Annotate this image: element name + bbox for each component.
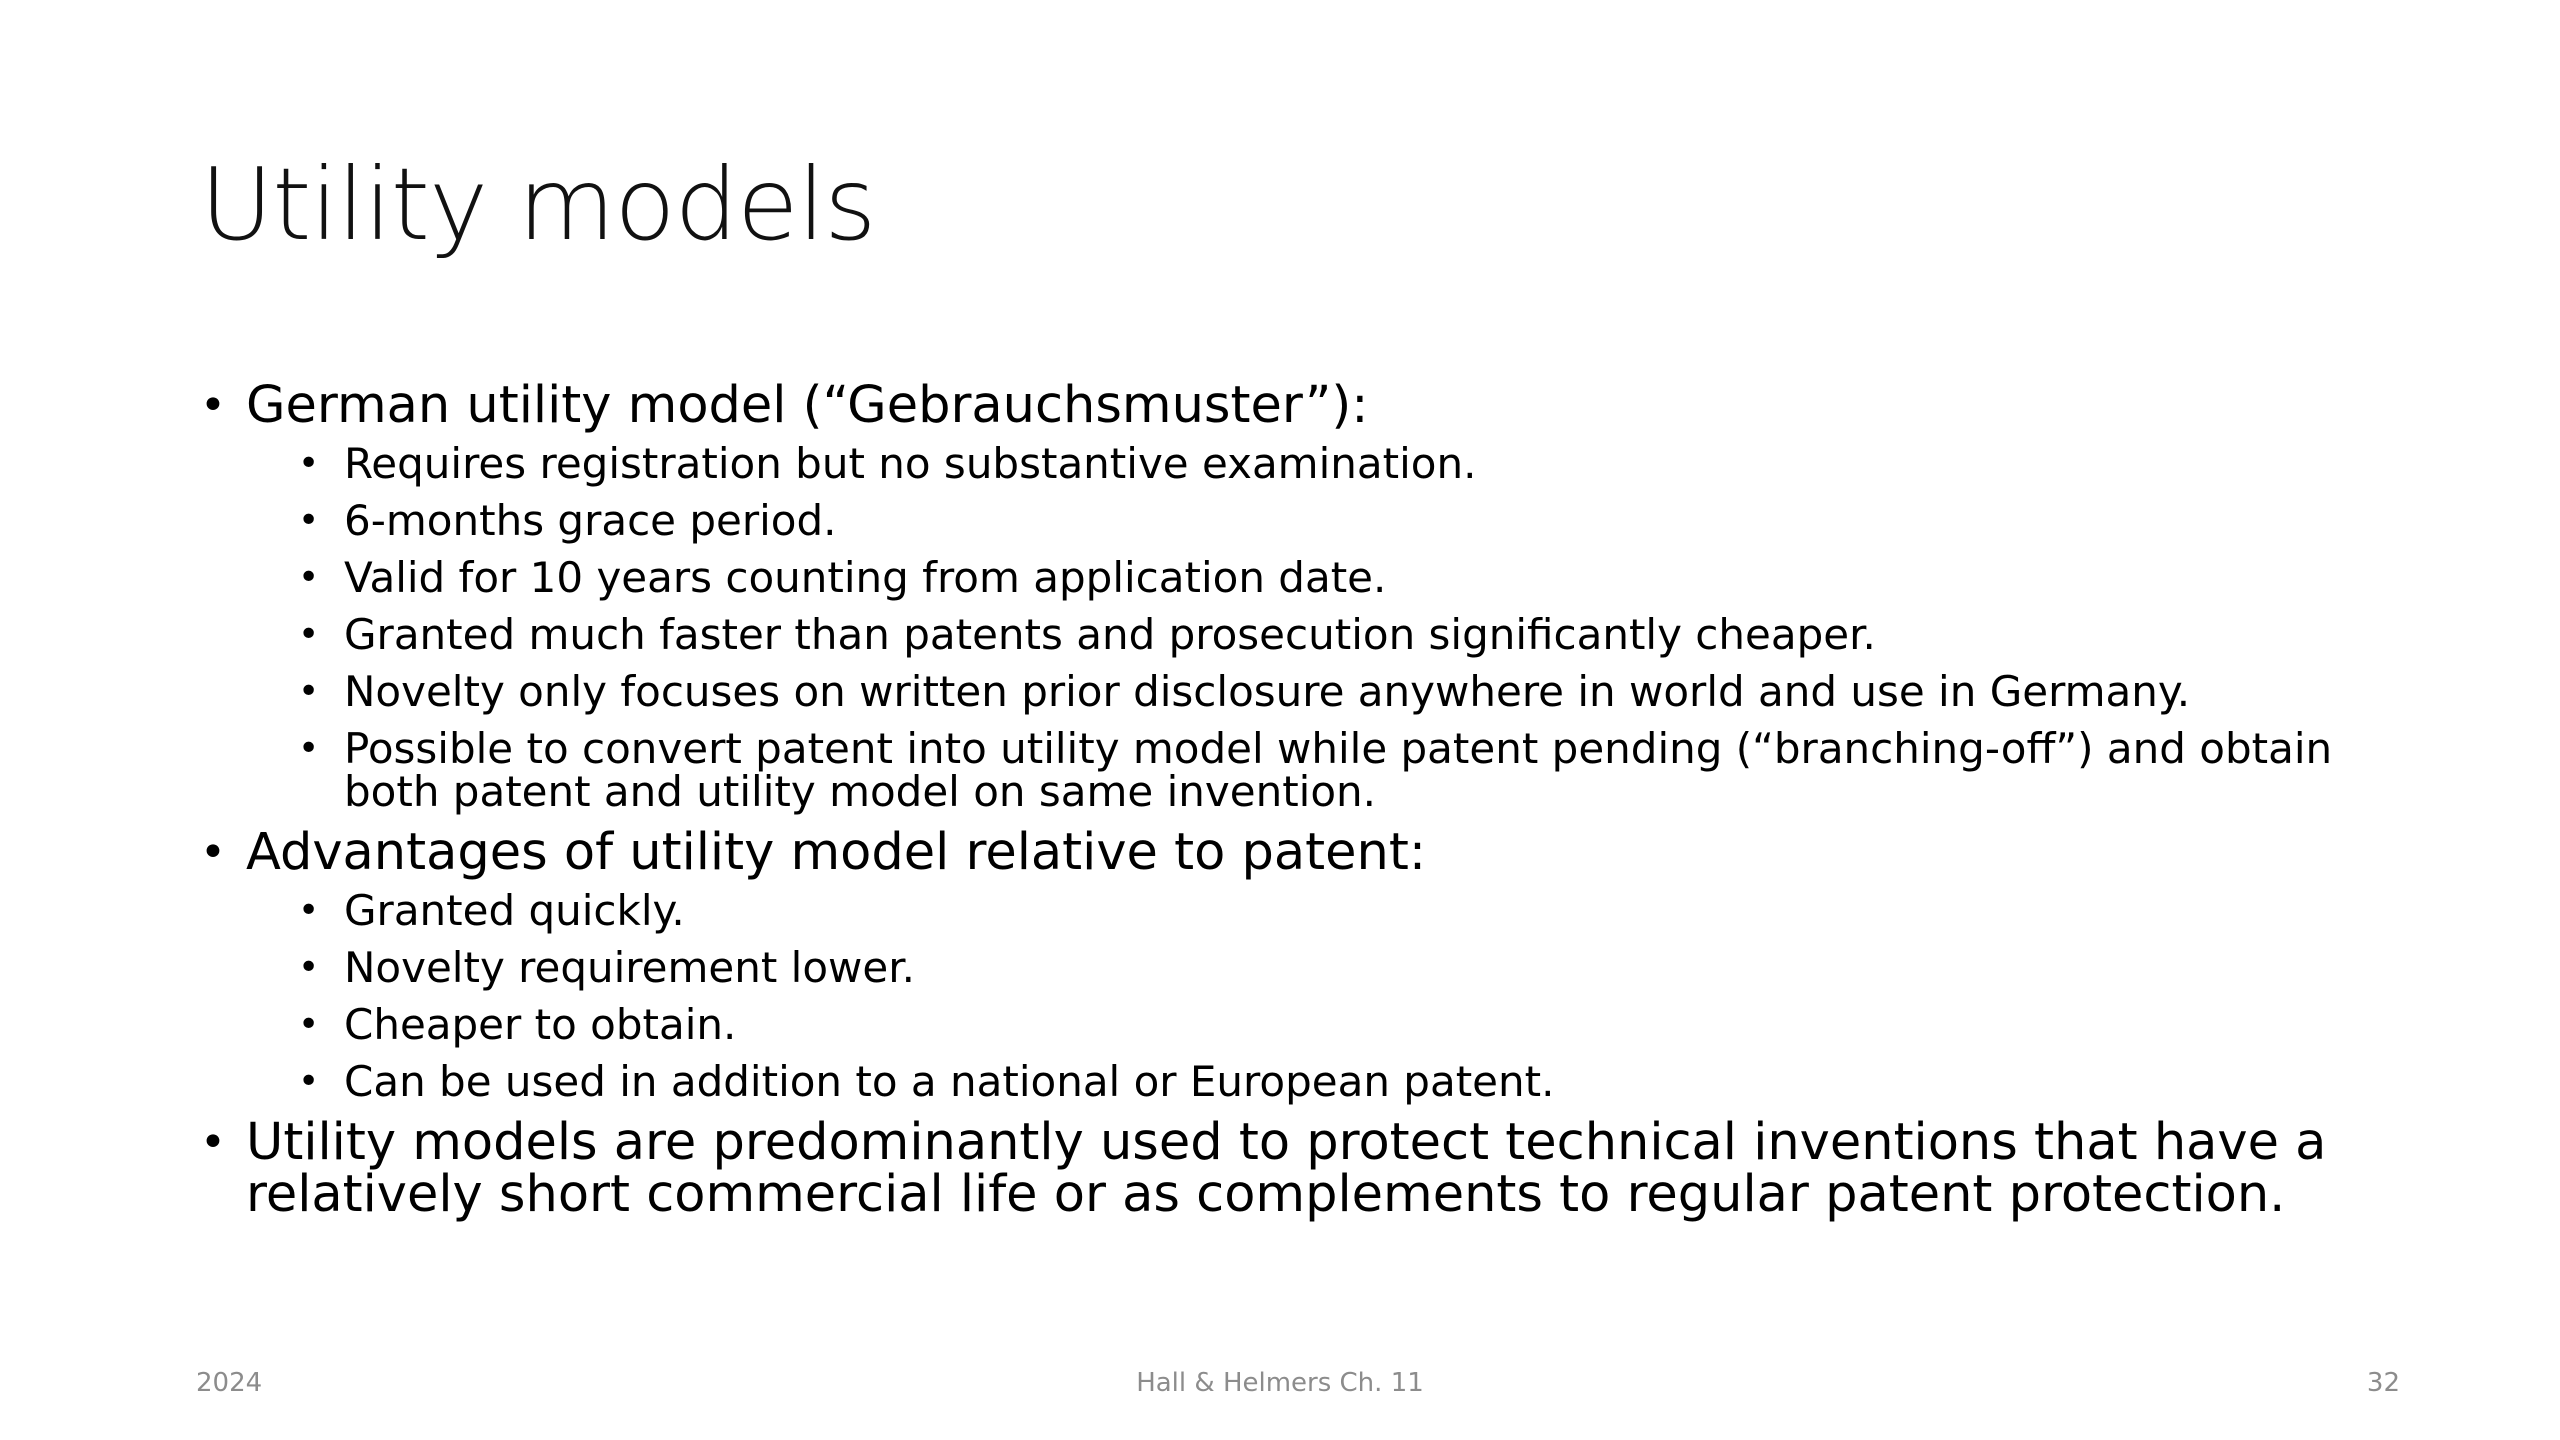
bullet-dot-icon: • [298,1004,320,1045]
sub-bullet-item [298,439,2400,488]
sub-bullet-text: Possible to convert patent into utility model while patent pending (“branching-off”) and obtain both patent and utility model on same invention. [344,724,2333,816]
sub-bullet-item [298,943,2400,992]
sub-bullet-text: Novelty only focuses on written prior disclosure anywhere in world and use in Germany. [344,667,2191,716]
bullet-text: German utility model (“Gebrauchsmuster”): [246,376,1369,435]
bullet-dot-icon: • [200,380,226,431]
sub-bullet-text: Granted much faster than patents and prosecution significantly cheaper. [344,610,1876,659]
sub-bullet-text: Valid for 10 years counting from application date. [344,553,1387,602]
sub-bullet-item [298,886,2400,935]
slide-title: Utility models [200,146,876,263]
bullet-dot-icon: • [200,827,226,878]
bullet-dot-icon: • [298,500,320,541]
sub-bullet-item [298,724,2400,816]
bullet-dot-icon: • [298,557,320,598]
sub-bullet-text: Cheaper to obtain. [344,1000,737,1049]
sub-bullet-list [246,886,2400,1106]
bullet-item-advantages [200,823,2400,1106]
sub-bullet-text: 6-months grace period. [344,496,837,545]
sub-bullet-item [298,1000,2400,1049]
bullet-dot-icon: • [298,614,320,655]
sub-bullet-item [298,553,2400,602]
footer-source: Hall & Helmers Ch. 11 [1136,1368,1424,1398]
bullet-list [200,376,2400,1224]
sub-bullet-list [246,439,2400,816]
bullet-item-usage [200,1113,2400,1224]
footer-page-number: 32 [2366,1368,2400,1398]
bullet-text: Advantages of utility model relative to patent: [246,823,1426,882]
bullet-text: Utility models are predominantly used to protect technical inventions that have a relatively short commercial life or as complements to regular patent protection. [246,1113,2327,1224]
bullet-dot-icon: • [298,728,320,769]
sub-bullet-item [298,667,2400,716]
sub-bullet-item [298,610,2400,659]
sub-bullet-item [298,1057,2400,1106]
sub-bullet-text: Can be used in addition to a national or European patent. [344,1057,1555,1106]
sub-bullet-text: Novelty requirement lower. [344,943,915,992]
sub-bullet-text: Requires registration but no substantive examination. [344,439,1477,488]
bullet-item-german-utility-model [200,376,2400,816]
bullet-dot-icon: • [298,947,320,988]
slide-content [200,376,2400,1235]
sub-bullet-item [298,496,2400,545]
bullet-dot-icon: • [298,1061,320,1102]
bullet-dot-icon: • [298,443,320,484]
bullet-dot-icon: • [200,1117,226,1168]
bullet-dot-icon: • [298,671,320,712]
sub-bullet-text: Granted quickly. [344,886,685,935]
footer-date: 2024 [196,1368,263,1398]
bullet-dot-icon: • [298,890,320,931]
